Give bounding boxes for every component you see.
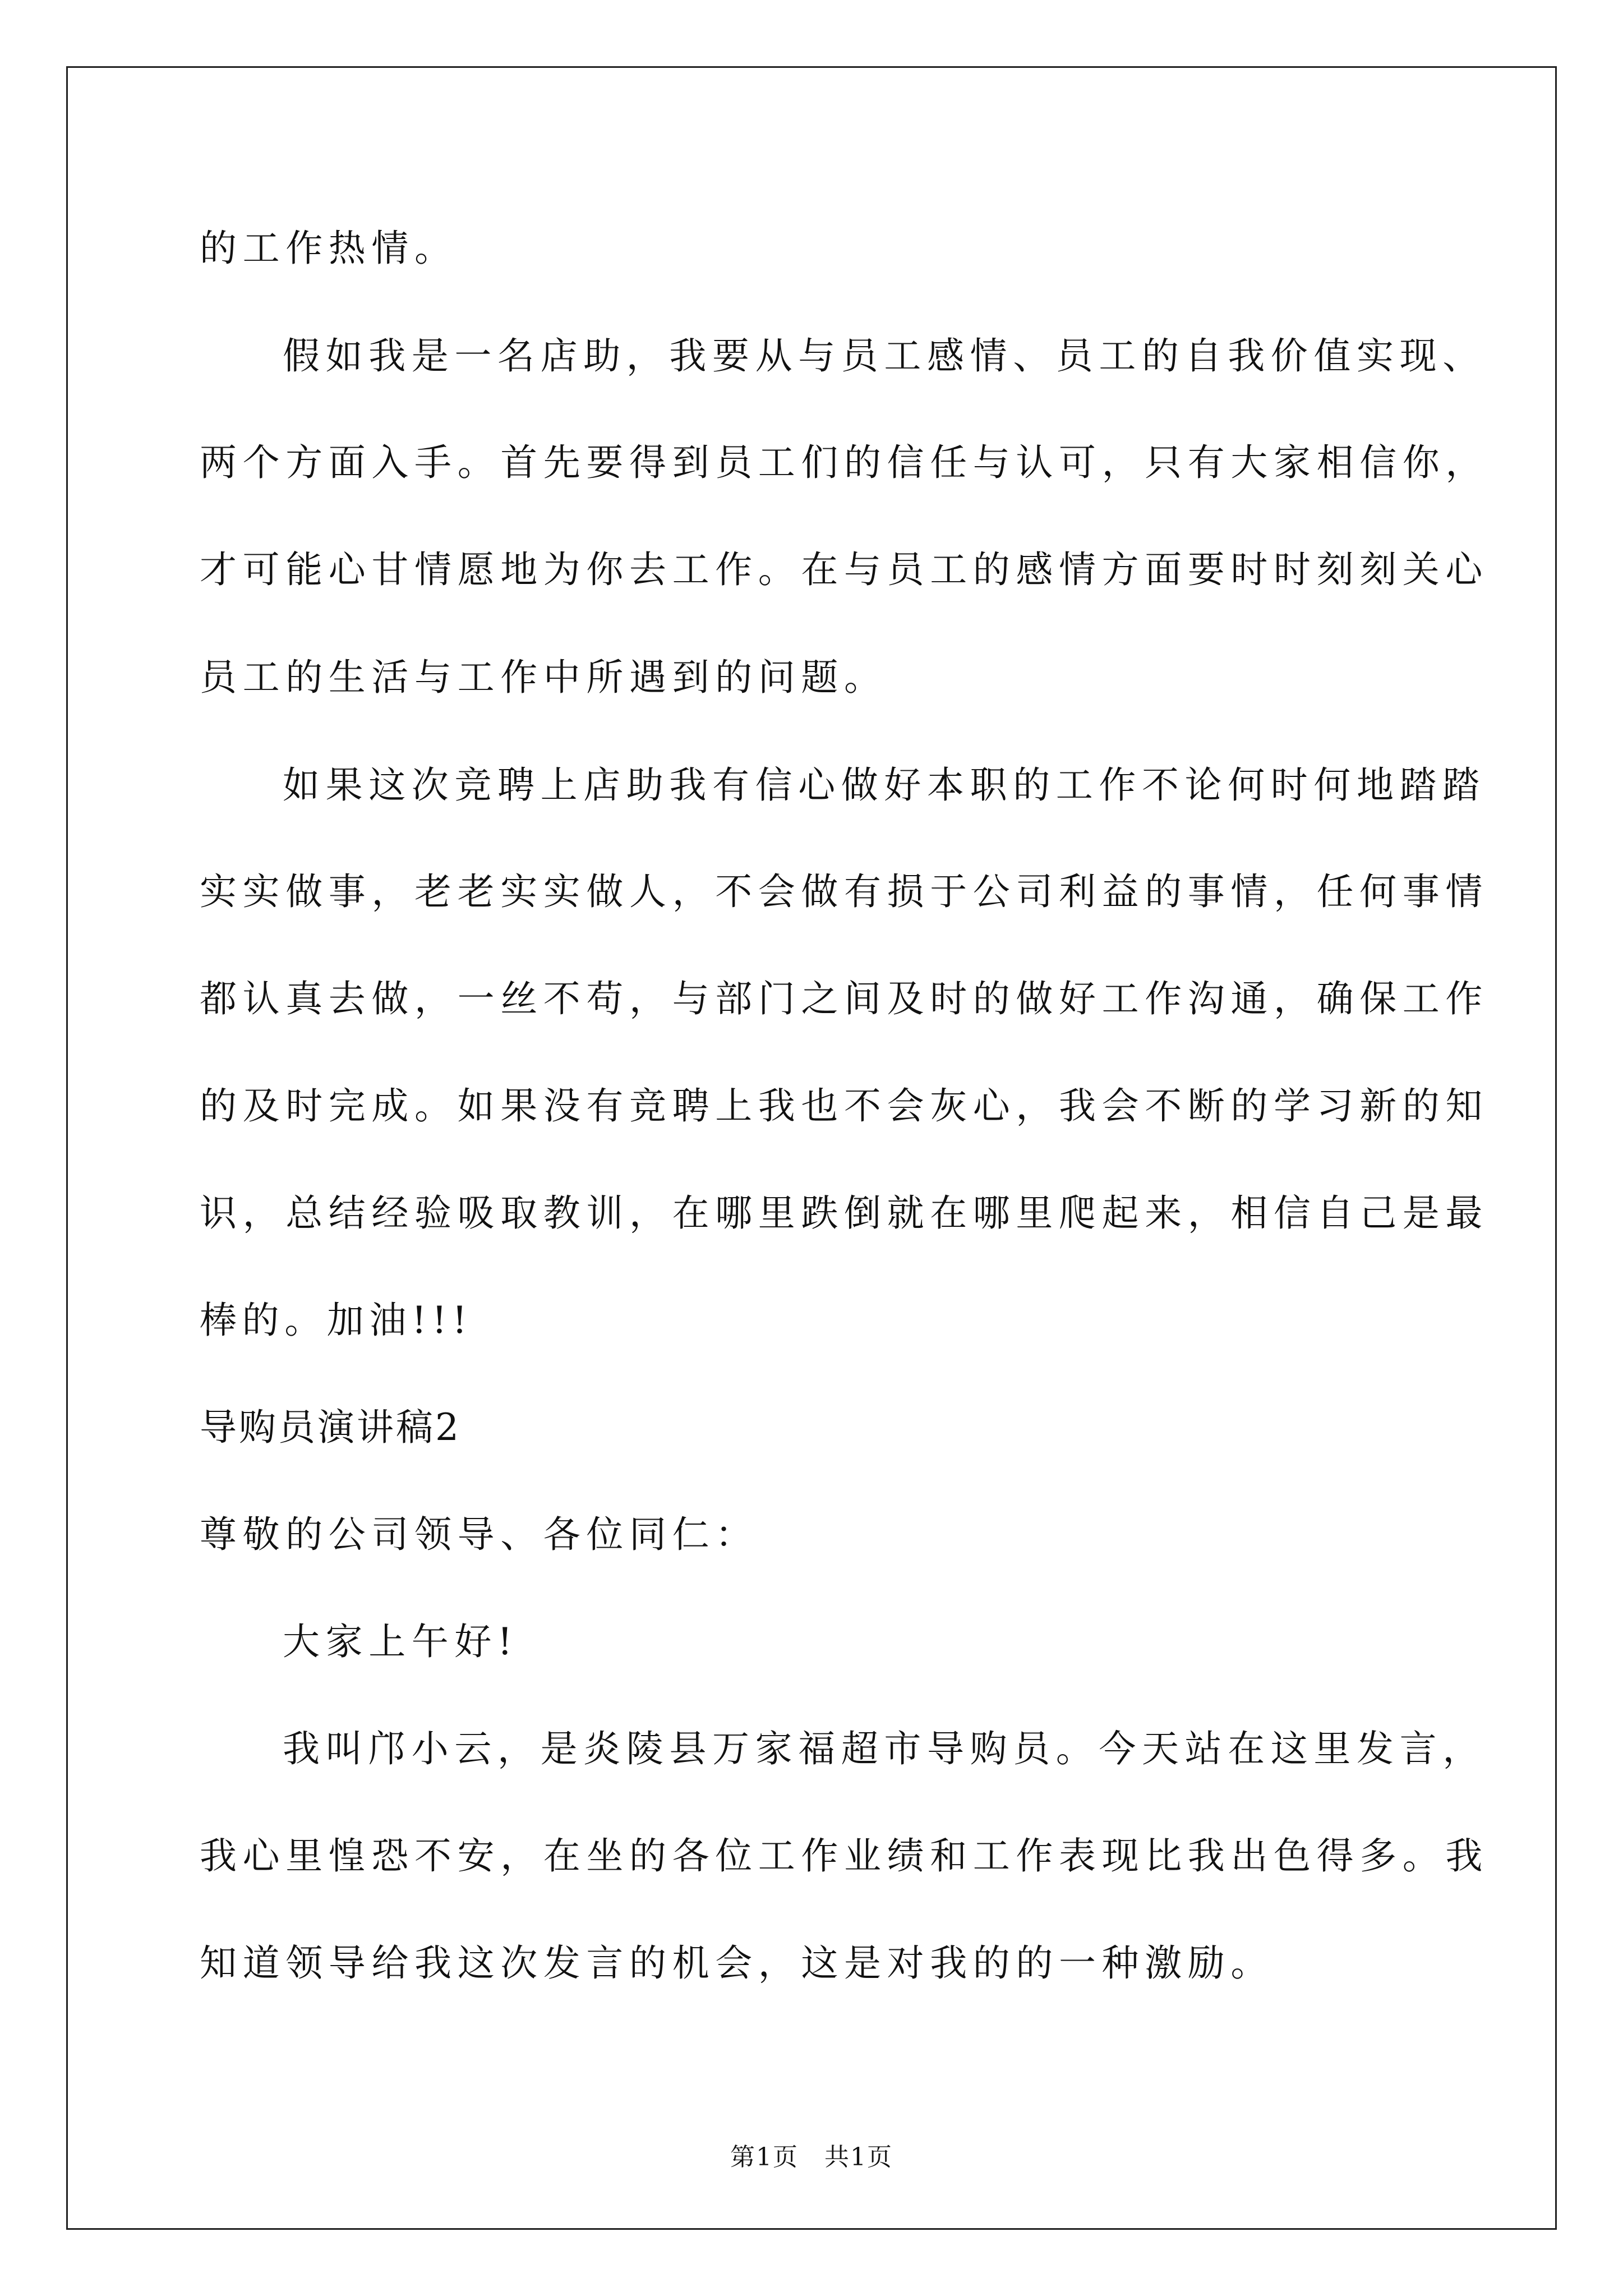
text-line: 识，总结经验吸取教训，在哪里跌倒就在哪里爬起来，相信自己是最 xyxy=(200,1191,1488,1235)
text-line: 都认真去做，一丝不苟，与部门之间及时的做好工作沟通，确保工作 xyxy=(200,977,1488,1020)
text-line: 知道领导给我这次发言的机会，这是对我的的一种激励。 xyxy=(200,1941,1274,1985)
text-line: 两个方面入手。首先要得到员工们的信任与认可，只有大家相信你， xyxy=(200,441,1488,484)
text-line: 如果这次竞聘上店助我有信心做好本职的工作不论何时何地踏踏 xyxy=(283,763,1486,807)
section-heading: 导购员演讲稿2 xyxy=(200,1406,461,1449)
text-line: 假如我是一名店助，我要从与员工感情、员工的自我价值实现、 xyxy=(283,334,1486,378)
text-line: 员工的生活与工作中所遇到的问题。 xyxy=(200,656,887,699)
text-line: 我心里惶恐不安，在坐的各位工作业绩和工作表现比我出色得多。我 xyxy=(200,1834,1488,1878)
salutation: 尊敬的公司领导、各位同仁： xyxy=(200,1513,758,1556)
text-line: 的及时完成。如果没有竞聘上我也不会灰心，我会不断的学习新的知 xyxy=(200,1084,1488,1128)
page-footer: 第1页 共1页 xyxy=(730,2143,893,2171)
text-line: 棒的。加油!!! xyxy=(200,1299,473,1342)
text-line: 的工作热情。 xyxy=(200,227,458,270)
page-border xyxy=(66,66,1557,2230)
greeting: 大家上午好! xyxy=(283,1620,519,1663)
text-line: 才可能心甘情愿地为你去工作。在与员工的感情方面要时时刻刻关心 xyxy=(200,548,1488,591)
text-line: 实实做事，老老实实做人，不会做有损于公司利益的事情，任何事情 xyxy=(200,870,1488,913)
text-line: 我叫邝小云，是炎陵县万家福超市导购员。今天站在这里发言， xyxy=(283,1727,1486,1770)
